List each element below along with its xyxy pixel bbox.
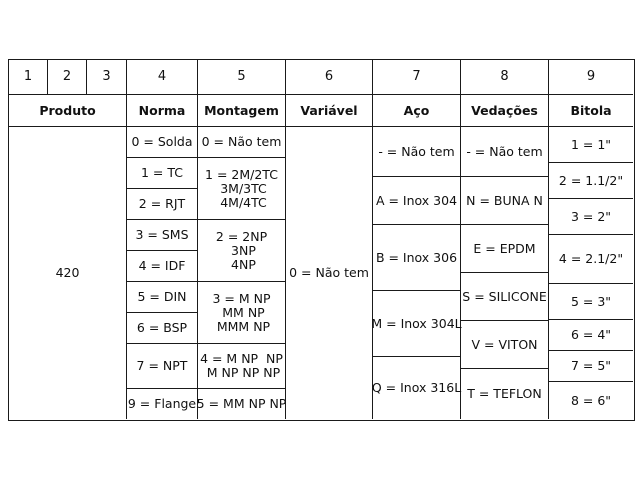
col-number-7: 7 (373, 60, 461, 95)
norma-option-bsp: 6 = BSP (127, 313, 198, 344)
header-aco: Aço (373, 95, 461, 127)
aco-option-inox-316l: Q = Inox 316L (373, 357, 461, 419)
aco-option-inox-306: B = Inox 306 (373, 225, 461, 291)
header-bitola: Bitola (549, 95, 633, 127)
montagem-option-4: 4 = M NP NP M NP NP NP (198, 344, 286, 389)
variavel-value: 0 = Não tem (286, 127, 373, 419)
aco-option-inox-304: A = Inox 304 (373, 177, 461, 225)
vedacoes-option-silicone: S = SILICONE (461, 273, 549, 321)
col-number-8: 8 (461, 60, 549, 95)
norma-option-din: 5 = DIN (127, 282, 198, 313)
norma-option-solda: 0 = Solda (127, 127, 198, 158)
montagem-option-2: 2 = 2NP 3NP 4NP (198, 220, 286, 282)
bitola-option-6: 6 = 4" (549, 320, 633, 351)
bitola-option-5: 5 = 3" (549, 284, 633, 320)
col-number-4: 4 (127, 60, 198, 95)
norma-option-npt: 7 = NPT (127, 344, 198, 389)
bitola-option-8: 8 = 6" (570, 392, 612, 408)
norma-option-idf: 4 = IDF (127, 251, 198, 282)
vedacoes-option-viton: V = VITON (461, 321, 549, 369)
montagem-option-1: 1 = 2M/2TC 3M/3TC 4M/4TC (198, 158, 286, 220)
vedacoes-option-nao-tem: - = Não tem (461, 127, 549, 177)
vedacoes-option-teflon: T = TEFLON (461, 369, 549, 419)
norma-option-sms: 3 = SMS (127, 220, 198, 251)
norma-option-flange: 9 = Flange (127, 389, 198, 419)
col-number-1: 1 (9, 60, 48, 95)
montagem-option-5: 5 = MM NP NP (198, 389, 286, 419)
col-number-5: 5 (198, 60, 286, 95)
col-number-2: 2 (48, 60, 87, 95)
specification-table (8, 59, 635, 421)
col-number-3: 3 (87, 60, 127, 95)
vedacoes-option-epdm: E = EPDM (461, 225, 549, 273)
bitola-option-4: 4 = 2.1/2" (549, 235, 633, 284)
montagem-option-3: 3 = M NP MM NP MMM NP (198, 282, 286, 344)
aco-option-inox-304l: M = Inox 304L (373, 291, 461, 357)
produto-value: 420 (9, 127, 127, 419)
header-norma: Norma (127, 95, 198, 127)
col-number-6: 6 (286, 60, 373, 95)
header-montagem: Montagem (198, 95, 286, 127)
header-variavel: Variável (286, 95, 373, 127)
norma-option-tc: 1 = TC (127, 158, 198, 189)
norma-option-rjt: 2 = RJT (127, 189, 198, 220)
header-vedacoes: Vedações (461, 95, 549, 127)
col-number-9: 9 (549, 60, 633, 95)
bitola-option-3: 3 = 2" (549, 199, 633, 235)
header-produto: Produto (9, 95, 127, 127)
vedacoes-option-buna-n: N = BUNA N (461, 177, 549, 225)
bitola-option-1: 1 = 1" (549, 127, 633, 163)
bitola-option-7: 7 = 5" (549, 351, 633, 382)
montagem-option-0: 0 = Não tem (198, 127, 286, 158)
aco-option-nao-tem: - = Não tem (373, 127, 461, 177)
bitola-option-2: 2 = 1.1/2" (549, 163, 633, 199)
